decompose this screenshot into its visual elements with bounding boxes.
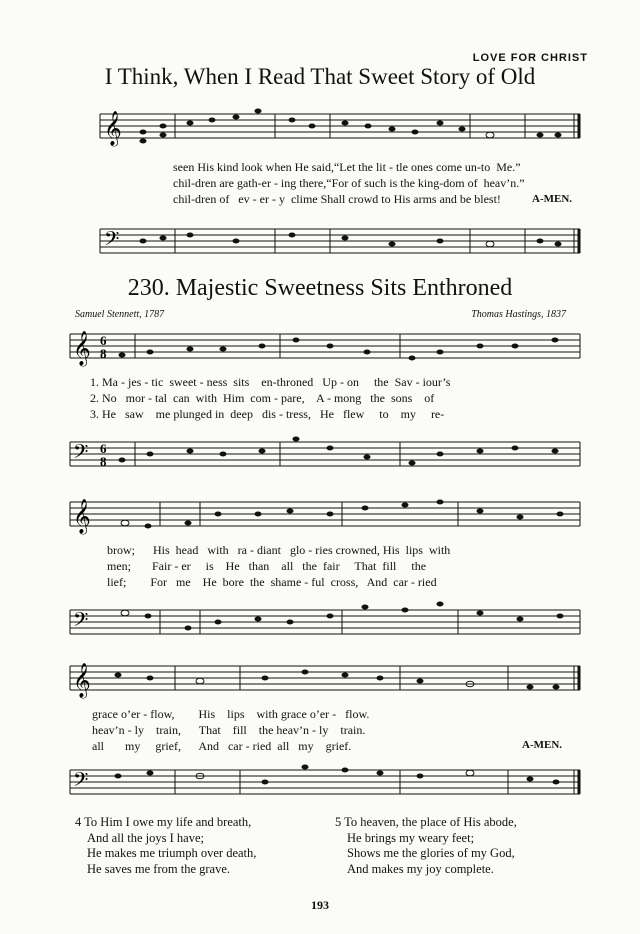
hymn2-title: 230. Majestic Sweetness Sits Enthroned bbox=[127, 275, 513, 301]
lyric-line: men; Fair - er is He than all the fair That fill the bbox=[107, 559, 427, 573]
hymn2-system3-treble bbox=[0, 652, 640, 707]
svg-text:𝄞: 𝄞 bbox=[104, 111, 122, 146]
svg-text:𝄞: 𝄞 bbox=[73, 499, 91, 534]
verse-line: He brings my weary feet; bbox=[347, 830, 475, 845]
lyric-line: 3. He saw me plunged in deep dis - tress, He flew to my re- bbox=[90, 407, 445, 421]
svg-text:𝄢: 𝄢 bbox=[73, 608, 89, 636]
svg-text:𝄢: 𝄢 bbox=[104, 227, 120, 255]
hymn2-amen: A-MEN. bbox=[522, 739, 563, 751]
hymn1-treble-staff bbox=[0, 100, 640, 160]
lyric-line: seen His kind look when He said,“Let the lit - tle ones come un-to Me.” bbox=[173, 160, 521, 174]
lyric-line: chil-dren are gath-er - ing there,“For of such is the king-dom of heav’n.” bbox=[173, 176, 525, 190]
verse-4 bbox=[75, 815, 256, 877]
verse-line: 4 To Him I owe my life and breath, bbox=[75, 815, 252, 829]
verse-line: Shows me the glories of my God, bbox=[347, 846, 515, 860]
verse-line: He saves me from the grave. bbox=[87, 861, 230, 876]
hymn2-system3-bass bbox=[0, 756, 640, 811]
verse-line: 5 To heaven, the place of His abode, bbox=[335, 815, 517, 829]
svg-text:8: 8 bbox=[100, 454, 107, 469]
verse-line: And makes my joy complete. bbox=[347, 861, 494, 876]
svg-text:𝄢: 𝄢 bbox=[73, 440, 89, 468]
hymn2-system2-bass bbox=[0, 596, 640, 651]
page-number: 193 bbox=[311, 898, 329, 912]
hymn2-system1-bass bbox=[0, 428, 640, 483]
svg-text:𝄢: 𝄢 bbox=[73, 768, 89, 796]
lyric-line: all my grief, And car - ried all my grief. bbox=[92, 739, 352, 753]
hymn1-amen: A-MEN. bbox=[532, 193, 573, 205]
lyric-line: brow; His head with ra - diant glo - ries crowned, His lips with bbox=[107, 543, 451, 557]
lyric-line: lief; For me He bore the shame - ful cross, And car - ried bbox=[107, 575, 437, 589]
section-label: LOVE FOR CHRIST bbox=[472, 52, 588, 64]
hymn2-composer: Thomas Hastings, 1837 bbox=[471, 309, 566, 320]
lyric-line: 1. Ma - jes - tic sweet - ness sits en-throned Up - on the Sav - iour’s bbox=[90, 375, 451, 389]
verse-line: And all the joys I have; bbox=[87, 830, 204, 845]
svg-text:8: 8 bbox=[100, 346, 107, 361]
lyric-line: chil-dren of ev - er - y clime Shall crowd to His arms and be blest! bbox=[173, 192, 501, 206]
hymn1-lyrics bbox=[0, 160, 640, 222]
hymn2-system1-treble bbox=[0, 320, 640, 375]
verse-line: He makes me triumph over death, bbox=[87, 846, 257, 860]
hymn1-bass-staff bbox=[0, 215, 640, 275]
svg-text:6: 6 bbox=[100, 333, 107, 348]
hymn2-author: Samuel Stennett, 1787 bbox=[75, 309, 165, 320]
svg-text:𝄞: 𝄞 bbox=[73, 331, 91, 366]
hymn2-system2-treble bbox=[0, 488, 640, 543]
lyric-line: grace o’er - flow, His lips with grace o’er - flow. bbox=[92, 707, 370, 721]
lyric-line: 2. No mor - tal can with Him com - pare, A - mong the sons of bbox=[90, 391, 435, 405]
hymn1-title: I Think, When I Read That Sweet Story of Old bbox=[104, 64, 536, 89]
svg-text:𝄞: 𝄞 bbox=[73, 663, 91, 698]
lyric-line: heav’n - ly train, That fill the heav’n - ly train. bbox=[92, 723, 366, 737]
verse-5 bbox=[335, 815, 517, 877]
svg-text:6: 6 bbox=[100, 441, 107, 456]
